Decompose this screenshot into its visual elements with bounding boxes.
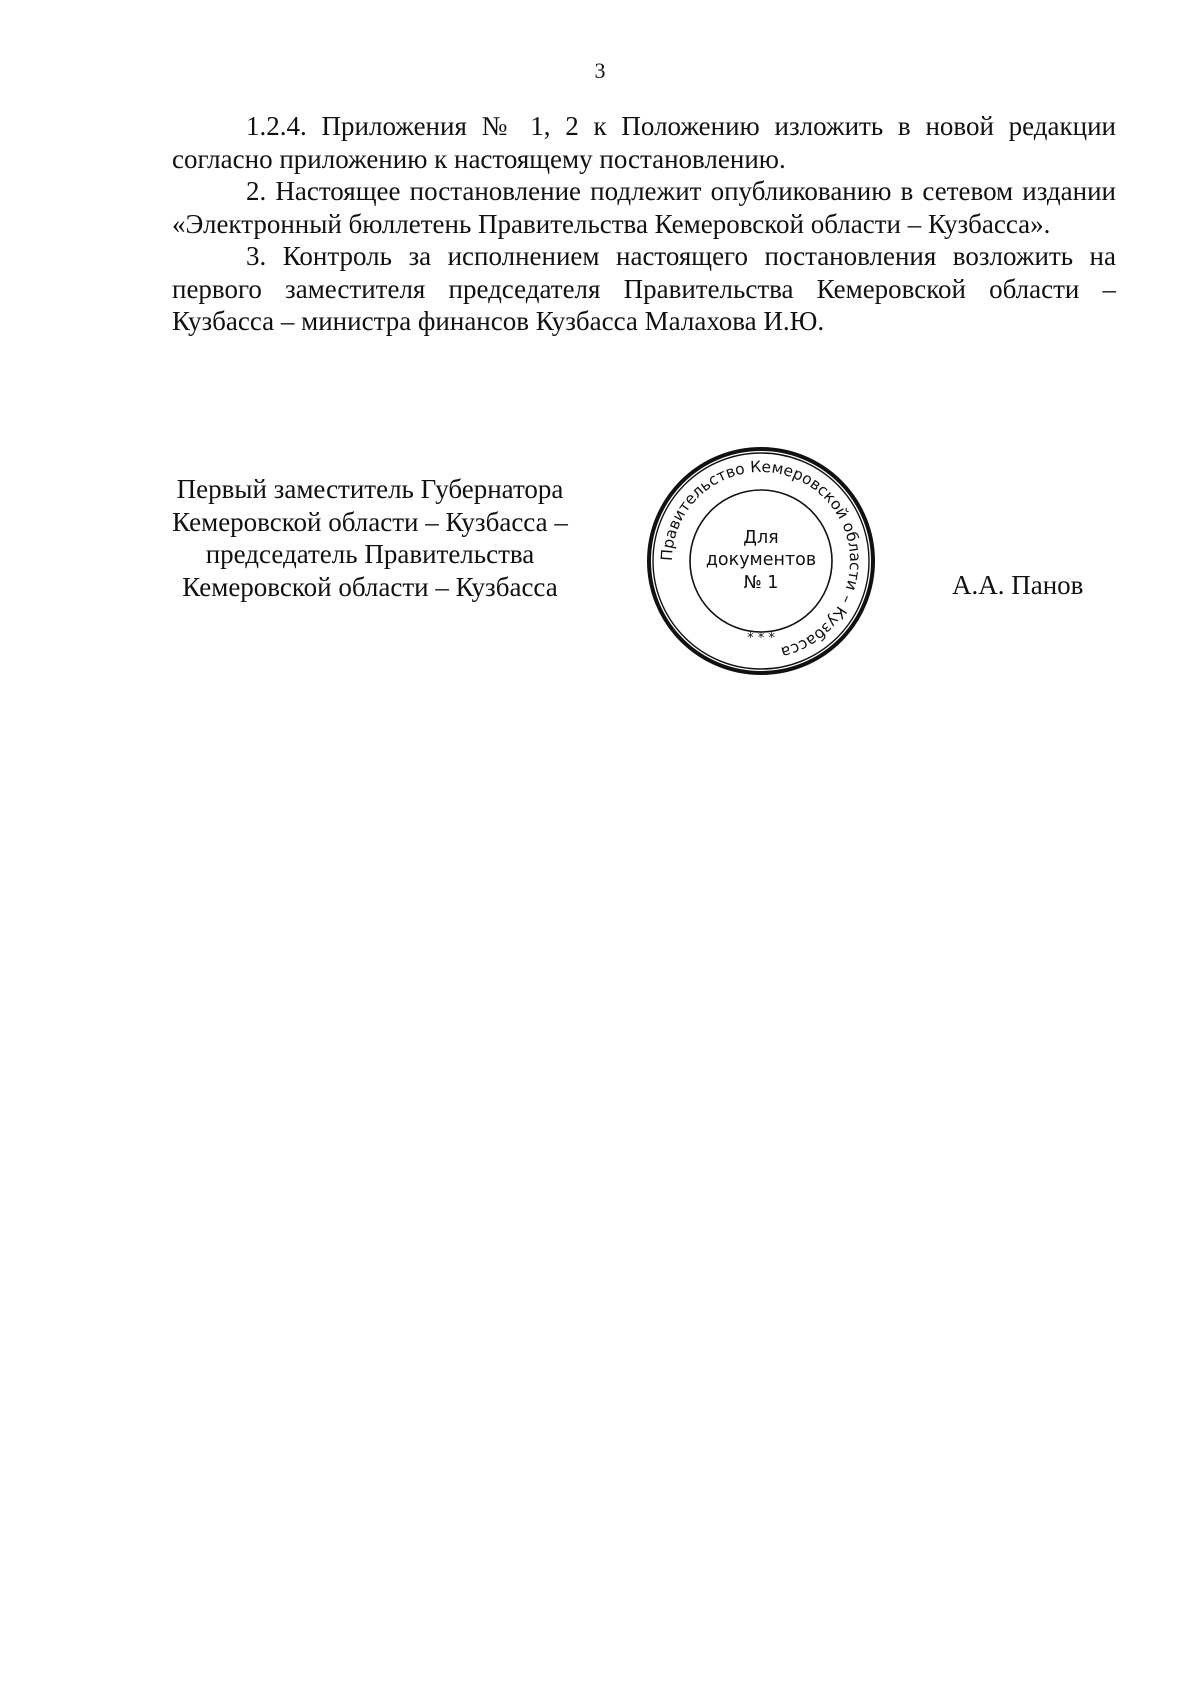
stamp-ring-text: Правительство Кемеровской области – Кузбасса — [657, 457, 865, 662]
signatory-title-line: Первый заместитель Губернатора — [176, 474, 564, 504]
official-stamp — [645, 445, 877, 677]
document-body — [172, 110, 1116, 338]
stamp-center-line-3: № 1 — [743, 573, 779, 593]
signatory-title-line: Кемеровской области – Кузбасса — [182, 571, 558, 602]
paragraph-2: 2. Настоящее постановление подлежит опубликованию в сетевом издании «Электронный бюллетень Правительства Кемеровской области – Кузбасса». — [172, 176, 1116, 239]
stamp-center-line-2: документов — [705, 550, 817, 570]
paragraph-3: 3. Контроль за исполнением настоящего постановления возложить на первого заместителя председателя Правительства Кемеровской области – Кузбасса – министра финансов Кузбасса Малахова И.Ю. — [172, 241, 1116, 336]
signatory-title-line: председатель Правительства — [205, 539, 535, 569]
signatory-title — [140, 473, 600, 603]
signer-name: А.А. Панов — [952, 570, 1084, 600]
signatory-title-line: Кемеровской области – Кузбасса – — [172, 506, 568, 537]
stamp-stars: * * * — [747, 631, 775, 646]
paragraph-1-2-4: 1.2.4. Приложения № 1, 2 к Положению изложить в новой редакции согласно приложению к настоящему постановлению. — [172, 111, 1116, 174]
stamp-center-line-1: Для — [743, 528, 779, 548]
page-number: 3 — [594, 58, 606, 83]
